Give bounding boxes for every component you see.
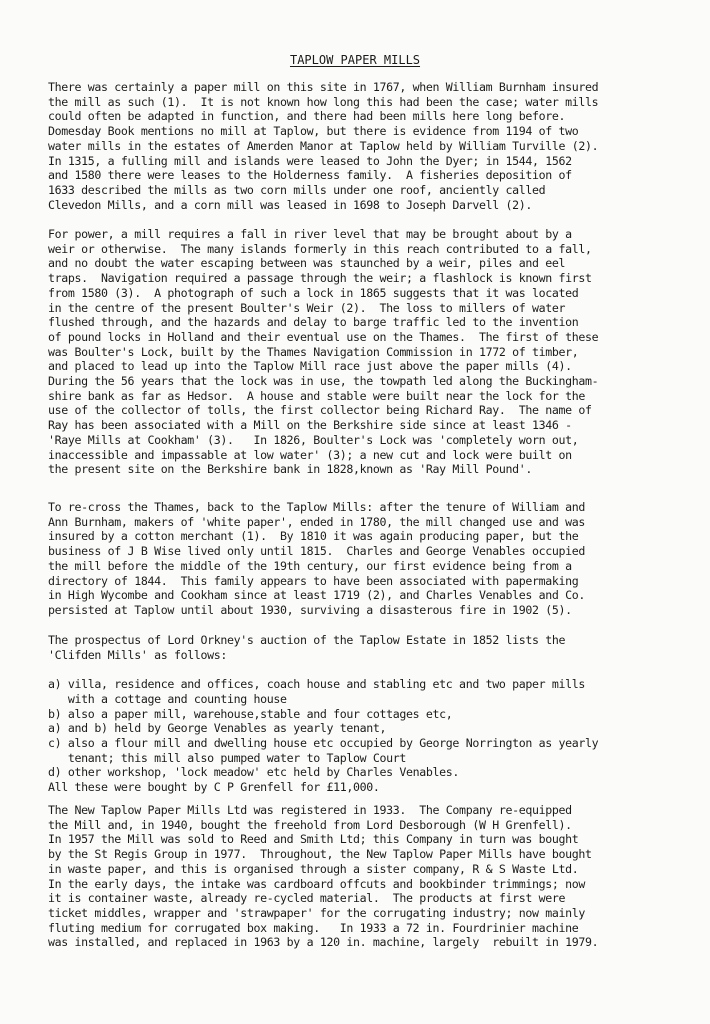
page-title-text: TAPLOW PAPER MILLS xyxy=(289,53,421,67)
text-line: The New Taplow Paper Mills Ltd was registered in 1933. The Company re-equipped xyxy=(48,803,572,817)
text-line: Ann Burnham, makers of 'white paper', ended in 1780, the mill changed use and was xyxy=(48,514,586,529)
text-line: All these were bought by C P Grenfell for £11,000. xyxy=(48,780,380,795)
text-line: in waste paper, and this is organised through a sister company, R & S Waste Ltd. xyxy=(48,861,579,876)
text-line: In 1957 the Mill was sold to Reed and Smith Ltd; this Company in turn was bought xyxy=(48,832,579,847)
text-line: 'Raye Mills at Cookham' (3). In 1826, Boulter's Lock was 'completely worn out, xyxy=(48,432,579,447)
text-line: 1633 described the mills as two corn mills under one roof, anciently called xyxy=(48,182,546,197)
text-line: Clevedon Mills, and a corn mill was leased in 1698 to Joseph Darvell (2). xyxy=(48,197,532,212)
text-line: fluting medium for corrugated box making. In 1933 a 72 in. Fourdrinier machine xyxy=(48,920,579,935)
text-line: a) and b) held by George Venables as yearly tenant, xyxy=(48,721,387,736)
text-line: There was certainly a paper mill on this site in 1767, when William Burnham insured xyxy=(48,80,599,94)
text-line: in the centre of the present Boulter's Weir (2). The loss to millers of water xyxy=(48,300,566,315)
paragraph-3 xyxy=(48,500,682,618)
text-line: directory of 1844. This family appears to have been associated with papermaking xyxy=(48,573,579,588)
text-line: During the 56 years that the lock was in use, the towpath led along the Buckingham- xyxy=(48,374,599,389)
text-line: persisted at Taplow until about 1930, surviving a disasterous fire in 1902 (5). xyxy=(48,602,572,617)
text-line: In 1315, a fulling mill and islands were leased to John the Dyer; in 1544, 1562 xyxy=(48,153,572,168)
text-line: ticket middles, wrapper and 'strawpaper' for the corrugating industry; now mainly xyxy=(48,905,586,920)
text-line: and placed to lead up into the Taplow Mill race just above the paper mills (4). xyxy=(48,359,572,374)
paragraph-5 xyxy=(48,803,682,950)
text-line: by the St Regis Group in 1977. Throughout, the New Taplow Paper Mills have bought xyxy=(48,847,592,862)
text-line: To re-cross the Thames, back to the Taplow Mills: after the tenure of William and xyxy=(48,500,586,514)
text-line: Ray has been associated with a Mill on the Berkshire side since at least 1346 - xyxy=(48,418,572,433)
text-line: the mill as such (1). It is not known how long this had been the case; water mills xyxy=(48,94,599,109)
paragraph-2 xyxy=(48,227,682,477)
text-line: it is container waste, already re-cycled material. The products at first were xyxy=(48,891,566,906)
text-line: and 1580 there were leases to the Holderness family. A fisheries deposition of xyxy=(48,168,572,183)
text-line xyxy=(48,662,682,677)
text-line: inaccessible and impassable at low water' (3); a new cut and lock were built on xyxy=(48,447,572,462)
text-line: was installed, and replaced in 1963 by a 120 in. machine, largely rebuilt in 1979. xyxy=(48,935,599,950)
text-line: from 1580 (3). A photograph of such a lock in 1865 suggests that it was located xyxy=(48,285,579,300)
text-line: of pound locks in Holland and their eventual use on the Thames. The first of these xyxy=(48,329,599,344)
paragraph-4-auction-list xyxy=(48,633,682,795)
text-line: and no doubt the water escaping between was staunched by a weir, piles and eel xyxy=(48,256,566,271)
text-line: c) also a flour mill and dwelling house etc occupied by George Norrington as yearly xyxy=(48,735,599,750)
text-line: the Mill and, in 1940, bought the freehold from Lord Desborough (W H Grenfell). xyxy=(48,817,572,832)
text-line: tenant; this mill also pumped water to Taplow Court xyxy=(48,750,407,765)
text-line: For power, a mill requires a fall in river level that may be brought about by a xyxy=(48,227,572,241)
text-line: use of the collector of tolls, the first collector being Richard Ray. The name of xyxy=(48,403,592,418)
text-line: insured by a cotton merchant (1). By 1810 it was again producing paper, but the xyxy=(48,529,579,544)
text-line: 'Clifden Mills' as follows: xyxy=(48,647,228,662)
text-line: could often be adapted in function, and there had been mills here long before. xyxy=(48,109,566,124)
paragraph-1 xyxy=(48,80,682,212)
text-line: d) other workshop, 'lock meadow' etc held by Charles Venables. xyxy=(48,765,460,780)
text-line: business of J B Wise lived only until 1815. Charles and George Venables occupied xyxy=(48,544,586,559)
text-line: weir or otherwise. The many islands formerly in this reach contributed to a fall, xyxy=(48,241,592,256)
text-line: a) villa, residence and offices, coach house and stabling etc and two paper mills xyxy=(48,677,586,692)
text-line: traps. Navigation required a passage through the weir; a flashlock is known first xyxy=(48,271,592,286)
page-title xyxy=(0,53,710,67)
text-line: the present site on the Berkshire bank in 1828,known as 'Ray Mill Pound'. xyxy=(48,462,532,477)
text-line: in High Wycombe and Cookham since at least 1719 (2), and Charles Venables and Co. xyxy=(48,588,586,603)
text-line: shire bank as far as Hedsor. A house and stable were built near the lock for the xyxy=(48,388,586,403)
text-line: b) also a paper mill, warehouse,stable and four cottages etc, xyxy=(48,706,453,721)
text-line: The prospectus of Lord Orkney's auction of the Taplow Estate in 1852 lists the xyxy=(48,633,566,647)
text-line: water mills in the estates of Amerden Manor at Taplow held by William Turville (2). xyxy=(48,138,599,153)
text-line: In the early days, the intake was cardboard offcuts and bookbinder trimmings; now xyxy=(48,876,586,891)
text-line: was Boulter's Lock, built by the Thames Navigation Commission in 1772 of timber, xyxy=(48,344,579,359)
text-line: the mill before the middle of the 19th century, our first evidence being from a xyxy=(48,558,572,573)
text-line: with a cottage and counting house xyxy=(48,691,287,706)
text-line: flushed through, and the hazards and delay to barge traffic led to the invention xyxy=(48,315,579,330)
text-line: Domesday Book mentions no mill at Taplow, but there is evidence from 1194 of two xyxy=(48,124,579,139)
